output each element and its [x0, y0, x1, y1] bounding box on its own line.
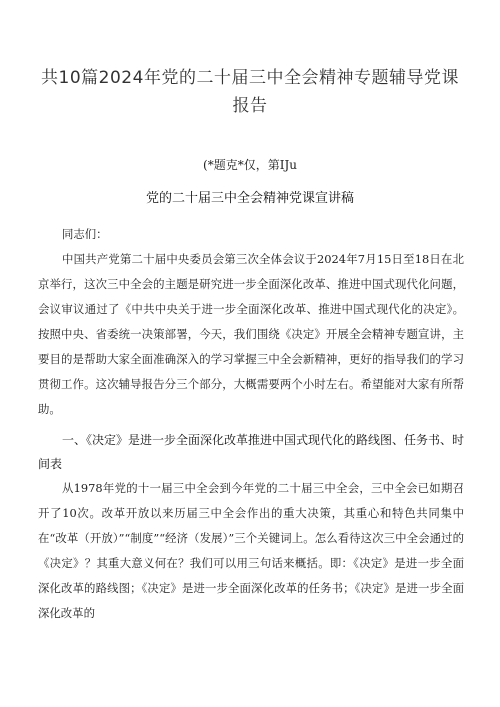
salutation: 同志们： [62, 227, 108, 241]
intro-paragraph: 中国共产党第二十届中央委员会第三次全体会议于2024年7月15日至18日在北京举行，这次三中全会的主题是研究进一步全面深化改革、推进中国式现代化问题，会议审议通过了《中共中央关于进一步全面深化改革、推进中国式现代化的决定》。按照中央、省委统一决策部署，今天，我们围绕《决定》开展全会精神专题宣讲，主要目的是帮助大家全面准确深入的学习掌握三中全会新精神，更好的指导我们的学习贯彻工作。这次辅导报告分三个部分，大概需要两个小时左右。希望能对大家有所帮助。 [38, 252, 464, 416]
speech-title: 党的二十届三中全会精神党课宣讲稿 [145, 191, 354, 206]
document-title: 共10篇2024年党的二十届三中全会精神专题辅导党课报告 [41, 68, 459, 116]
section-paragraph: 从1978年党的十一届三中全会到今年党的二十届三中全会，三中全会已如期召开了10次。改革开放以来历届三中全会作出的重大决策，其重心和特色共同集中在“改革（开放）”“制度”“经济（发展）”三个关键词上。怎么看待这次三中全会通过的《决定》？其重大意义何在？我们可以用三句话来概括。即：《决定》是进一步全面深化改革的路线图；《决定》是进一步全面深化改革的任务书；《决定》是进一步全面深化改革的 [38, 481, 464, 620]
section-heading: 一、《决定》是进一步全面深化改革推进中国式现代化的路线图、任务书、时间表 [38, 433, 465, 471]
byline: (*题克*仅，第IJu [203, 158, 297, 172]
body-text [38, 222, 464, 626]
